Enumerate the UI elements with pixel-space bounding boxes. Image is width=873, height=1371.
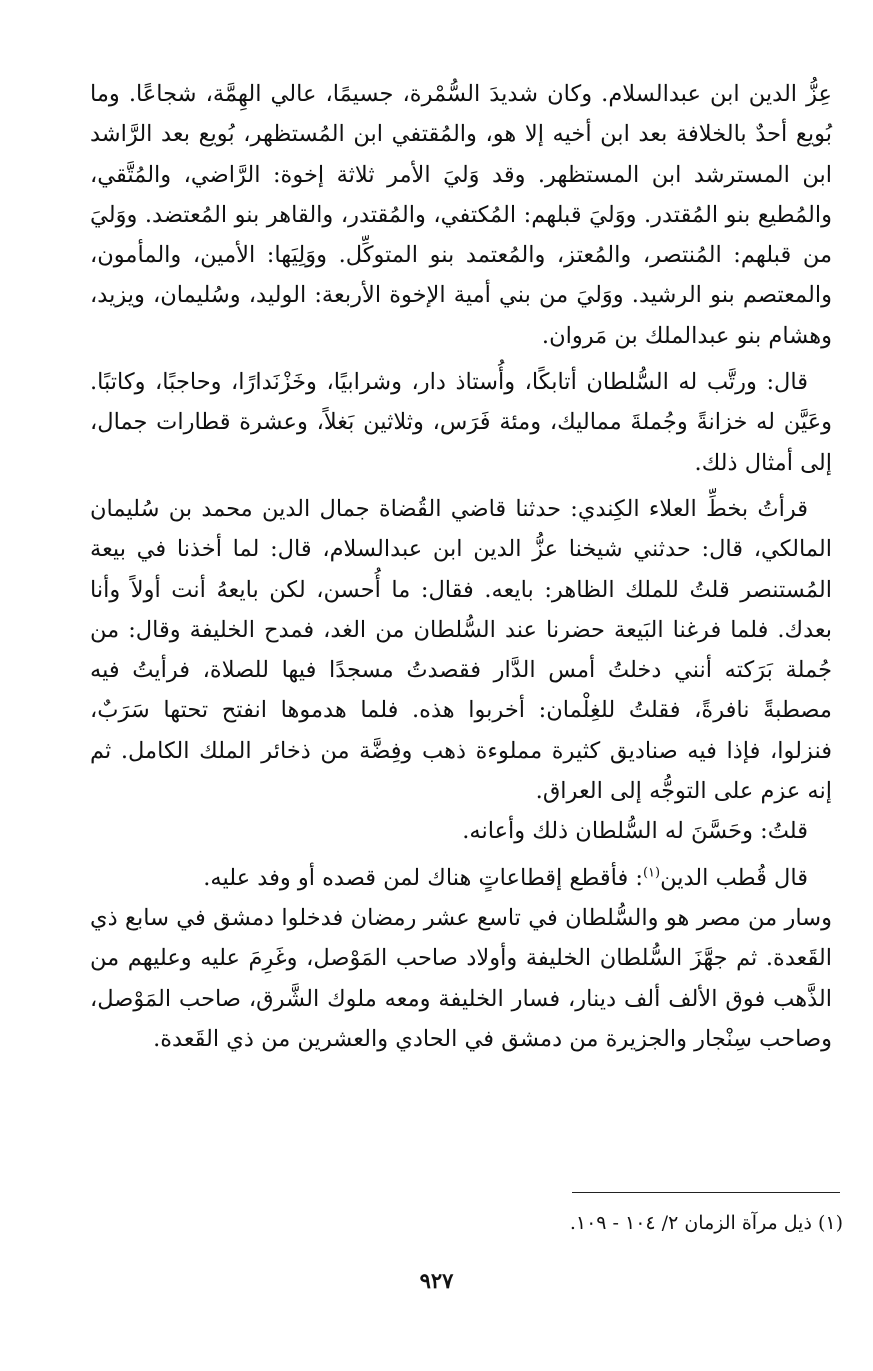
- footnote-separator: [572, 1192, 840, 1193]
- paragraph-2: قال: ورتَّب له السُّلطان أتابكًا، وأُستاذ دار، وشرابيًا، وخَزْنَدارًا، وحاجبًا، وكاتبًا. وعَيَّن له خزانةً وجُملةَ مماليك، ومئة فَرَس، وثلاثين بَغلاً، وعشرة قطارات جمال، إلى أمثال ذلك.: [90, 369, 832, 476]
- page-number: ٩٢٧: [419, 1268, 454, 1293]
- paragraph-6: وسار من مصر هو والسُّلطان في تاسع عشر رمضان فدخلوا دمشق في سابع ذي القَعدة. ثم جهَّزَ السُّلطان الخليفة وأولاد صاحب المَوْصل، وغَرِمَ عليه وعليهم من الذَّهب فوق الألف ألف دينار، فسار الخليفة ومعه ملوك الشَّرق، صاحب المَوْصل، وصاحب سِنْجار والجزيرة من دمشق في الحادي والعشرين من ذي القَعدة.: [90, 904, 832, 1052]
- paragraph-3: قرأتُ بخطِّ العلاء الكِندي: حدثنا قاضي القُضاة جمال الدين محمد بن سُليمان المالكي، قال: حدثني شيخنا عزُّ الدين ابن عبدالسلام، قال: لما أخذنا في بيعة المُستنصر قلتُ للملك الظاهر: بايعه. فقال: ما أُحسن، لكن بايعهُ أنت أولاً وأنا بعدك. فلما فرغنا البَيعة حضرنا عند السُّلطان من الغد، فمدح الخليفة وقال: من جُملة بَرَكته أنني دخلتُ أمس الدَّار فقصدتُ مسجدًا فيها للصلاة، فرأيتُ فيه مصطبةً نافرةً، فقلتُ للغِلْمان: أخربوا هذه. فلما هدموها انفتح تحتها سَرَبٌ، فنزلوا، فإذا فيه صناديق كثيرة مملوءة ذهب وفِضَّة من ذخائر الملك الكامل. ثم إنه عزم على التوجُّه إلى العراق.: [90, 495, 832, 805]
- footnote-reference: (١): [642, 865, 661, 881]
- qutb-quote: : فأقطع إقطاعاتٍ هناك لمن قصده أو وفد عليه.: [203, 864, 643, 891]
- main-text: [90, 74, 832, 1059]
- paragraph-1: عِزُّ الدين ابن عبدالسلام. وكان شديدَ السُّمْرة، جسيمًا، عالي الهِمَّة، شجاعًا. وما بُويع أحدٌ بالخلافة بعد ابن أخيه إلا هو، والمُقتفي ابن المُستظهر، بُويع بعد الرَّاشد ابن المسترشد ابن المستظهر. وقد وَليَ الأمر ثلاثة إخوة: الرَّاضي، والمُتَّقي، والمُطيع بنو المُقتدر. ووَليَ قبلهم: المُكتفي، والمُقتدر، والقاهر بنو المُعتضد. ووَليَ من قبلهم: المُنتصر، والمُعتز، والمُعتمد بنو المتوكِّل. ووَلِيَها: الأمين، والمأمون، والمعتصم بنو الرشيد. ووَليَ من بني أمية الإخوة الأربعة: الوليد، وسُليمان، ويزيد، وهشام بنو عبدالملك بن مَروان.: [90, 81, 832, 349]
- qutb-intro: قال قُطب الدين: [660, 864, 808, 891]
- footnote: (١) ذيل مرآة الزمان ٢/ ١٠٤ - ١٠٩.: [569, 1212, 843, 1234]
- paragraph-5: [90, 858, 832, 898]
- paragraph-4: قلتُ: وحَسَّنَ له السُّلطان ذلك وأعانه.: [462, 818, 808, 845]
